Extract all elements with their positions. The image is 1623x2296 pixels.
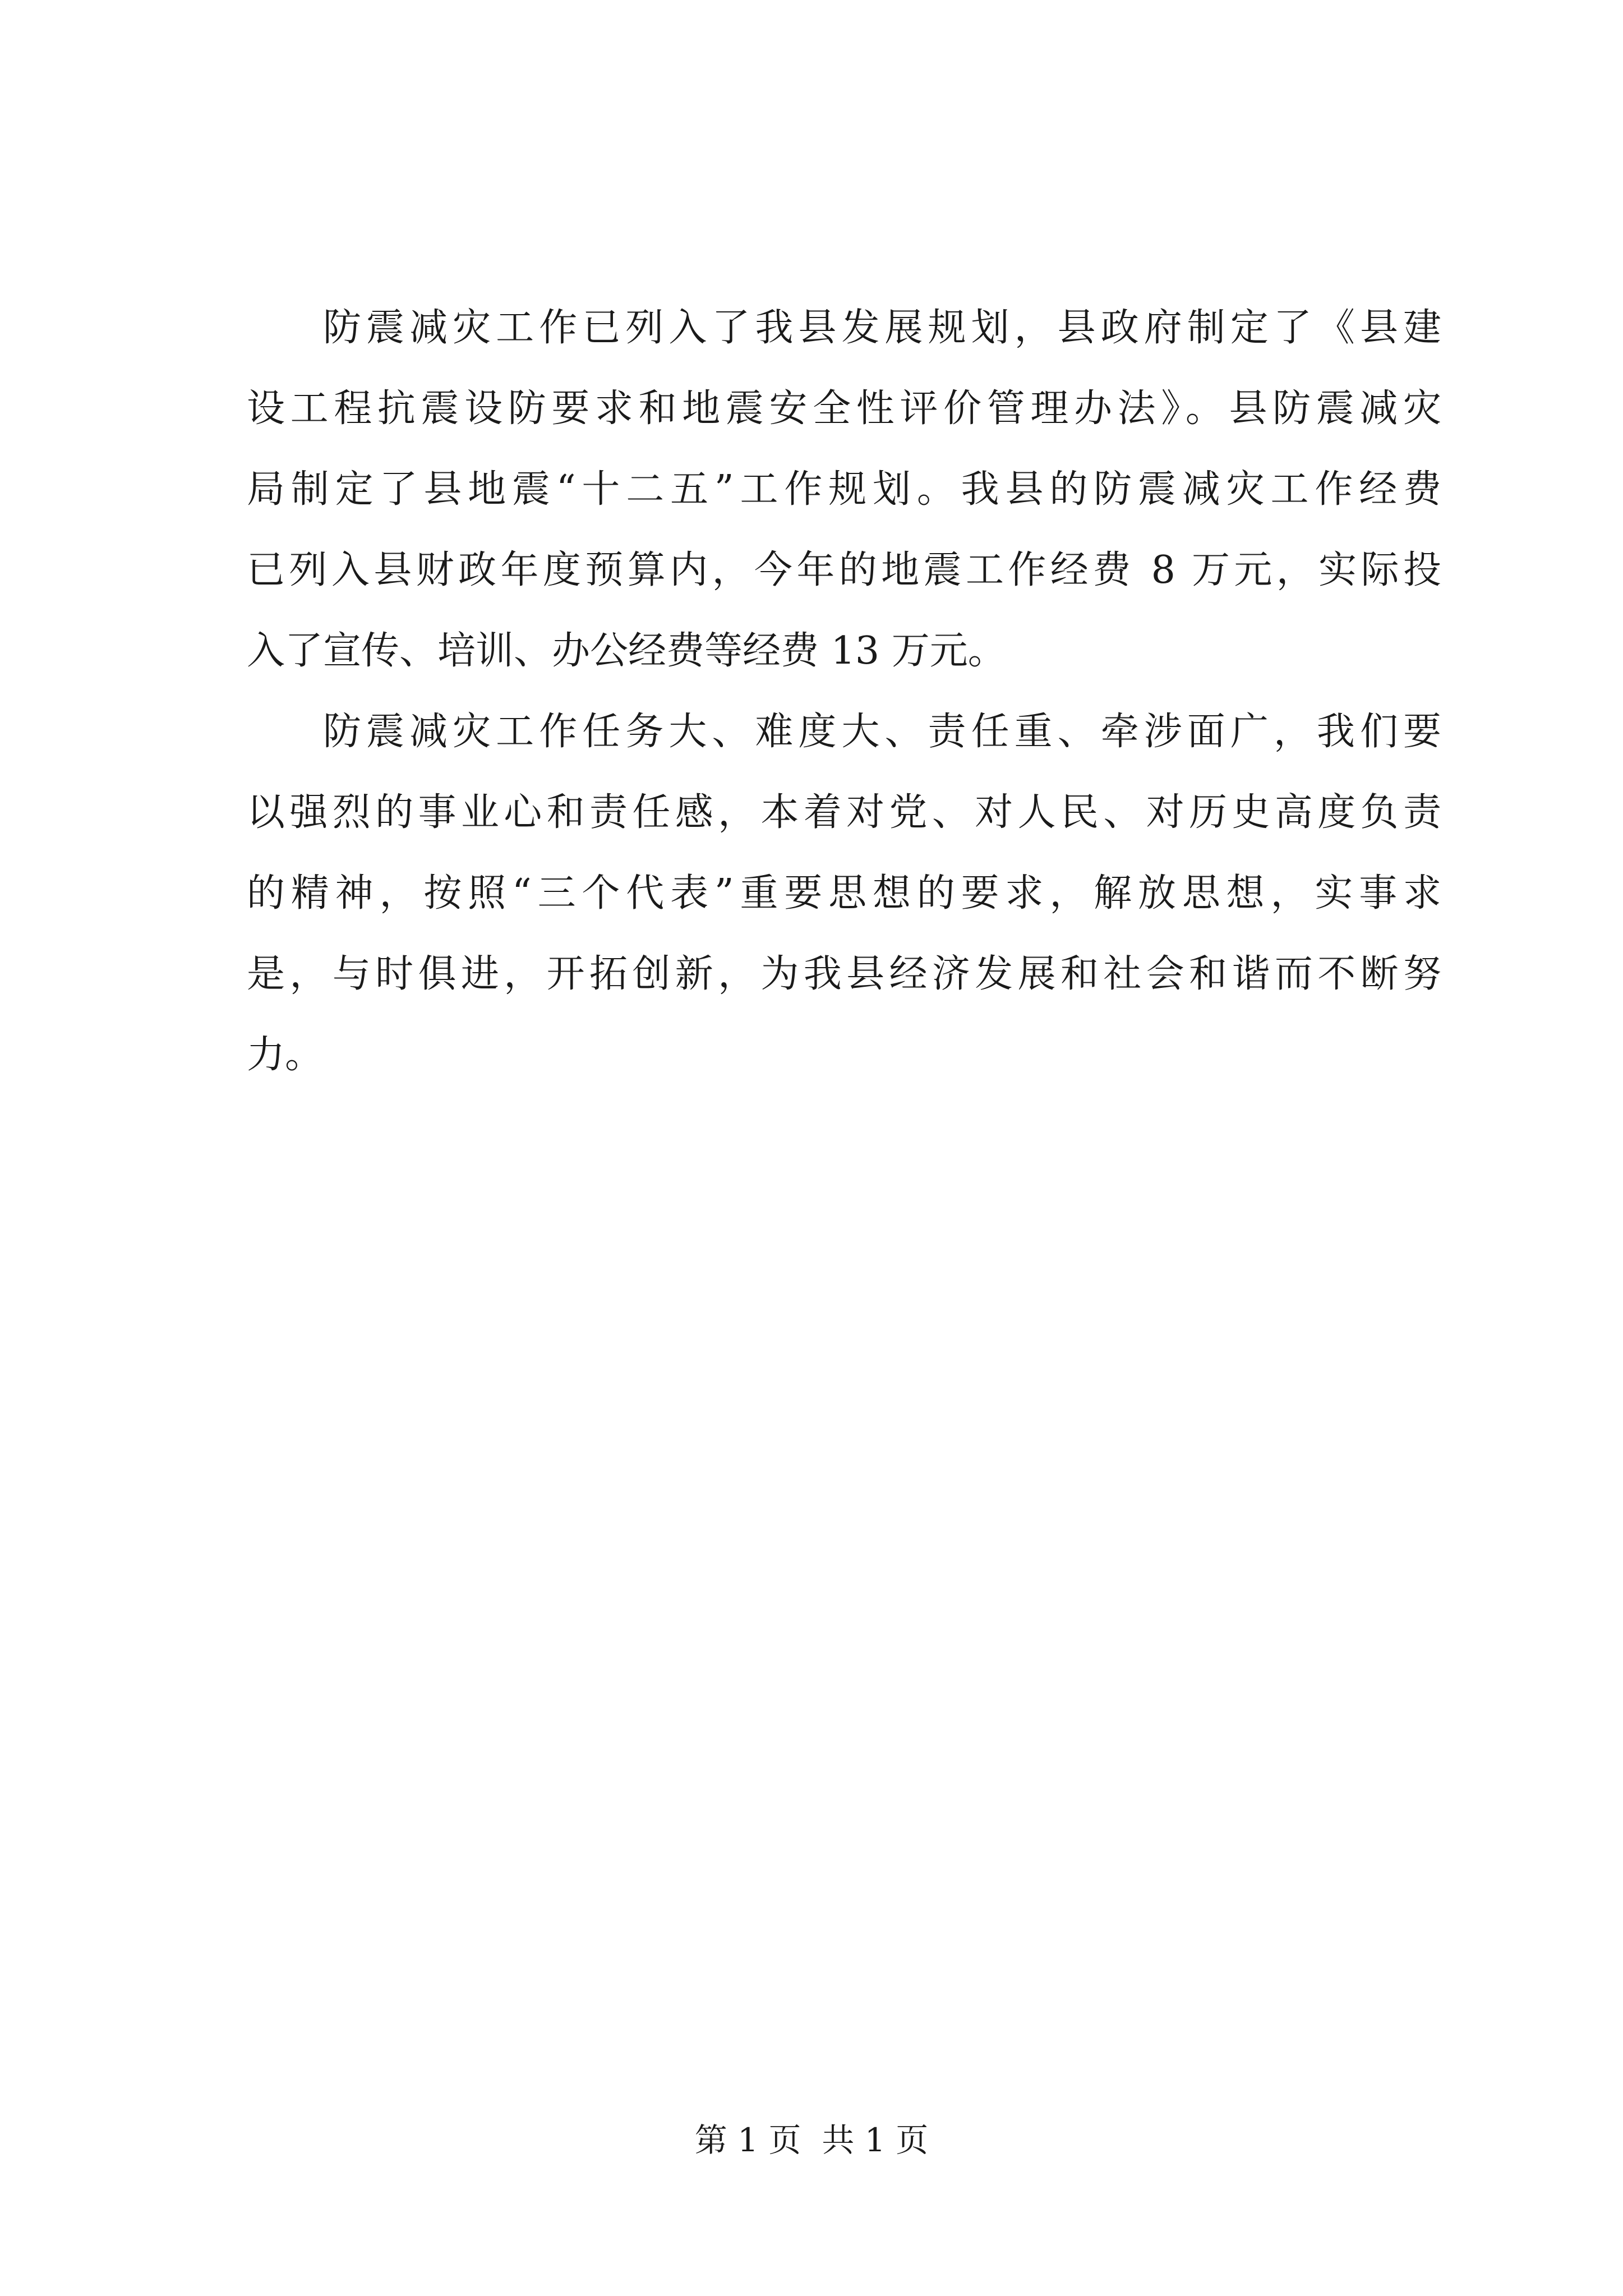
paragraph-line: 防震减灾工作任务大、难度大、责任重、牵涉面广，我们要 [323, 710, 1441, 754]
paragraph-line: 设工程抗震设防要求和地震安全性评价管理办法》。县防震减灾 [247, 386, 1441, 431]
paragraph-1 [247, 303, 1441, 677]
paragraph-line: 的精神，按照“三个代表”重要思想的要求，解放思想，实事求 [247, 871, 1441, 915]
paragraph-2 [247, 707, 1441, 1080]
paragraph-line: 力。 [247, 1033, 324, 1077]
paragraph-line: 是，与时俱进，开拓创新，为我县经济发展和社会和谐而不断努 [247, 952, 1441, 996]
page-footer: 第 1 页 共 1 页 [694, 2121, 929, 2159]
paragraph-line: 以强烈的事业心和责任感，本着对党、对人民、对历史高度负责 [247, 790, 1441, 835]
paragraph-line: 局制定了县地震“十二五”工作规划。我县的防震减灾工作经费 [247, 467, 1441, 512]
paragraph-line: 防震减灾工作已列入了我县发展规划，县政府制定了《县建 [323, 306, 1441, 350]
paragraph-line: 已列入县财政年度预算内，今年的地震工作经费 8 万元，实际投 [247, 548, 1441, 592]
paragraph-line: 入了宣传、培训、办公经费等经费 13 万元。 [247, 629, 1006, 673]
